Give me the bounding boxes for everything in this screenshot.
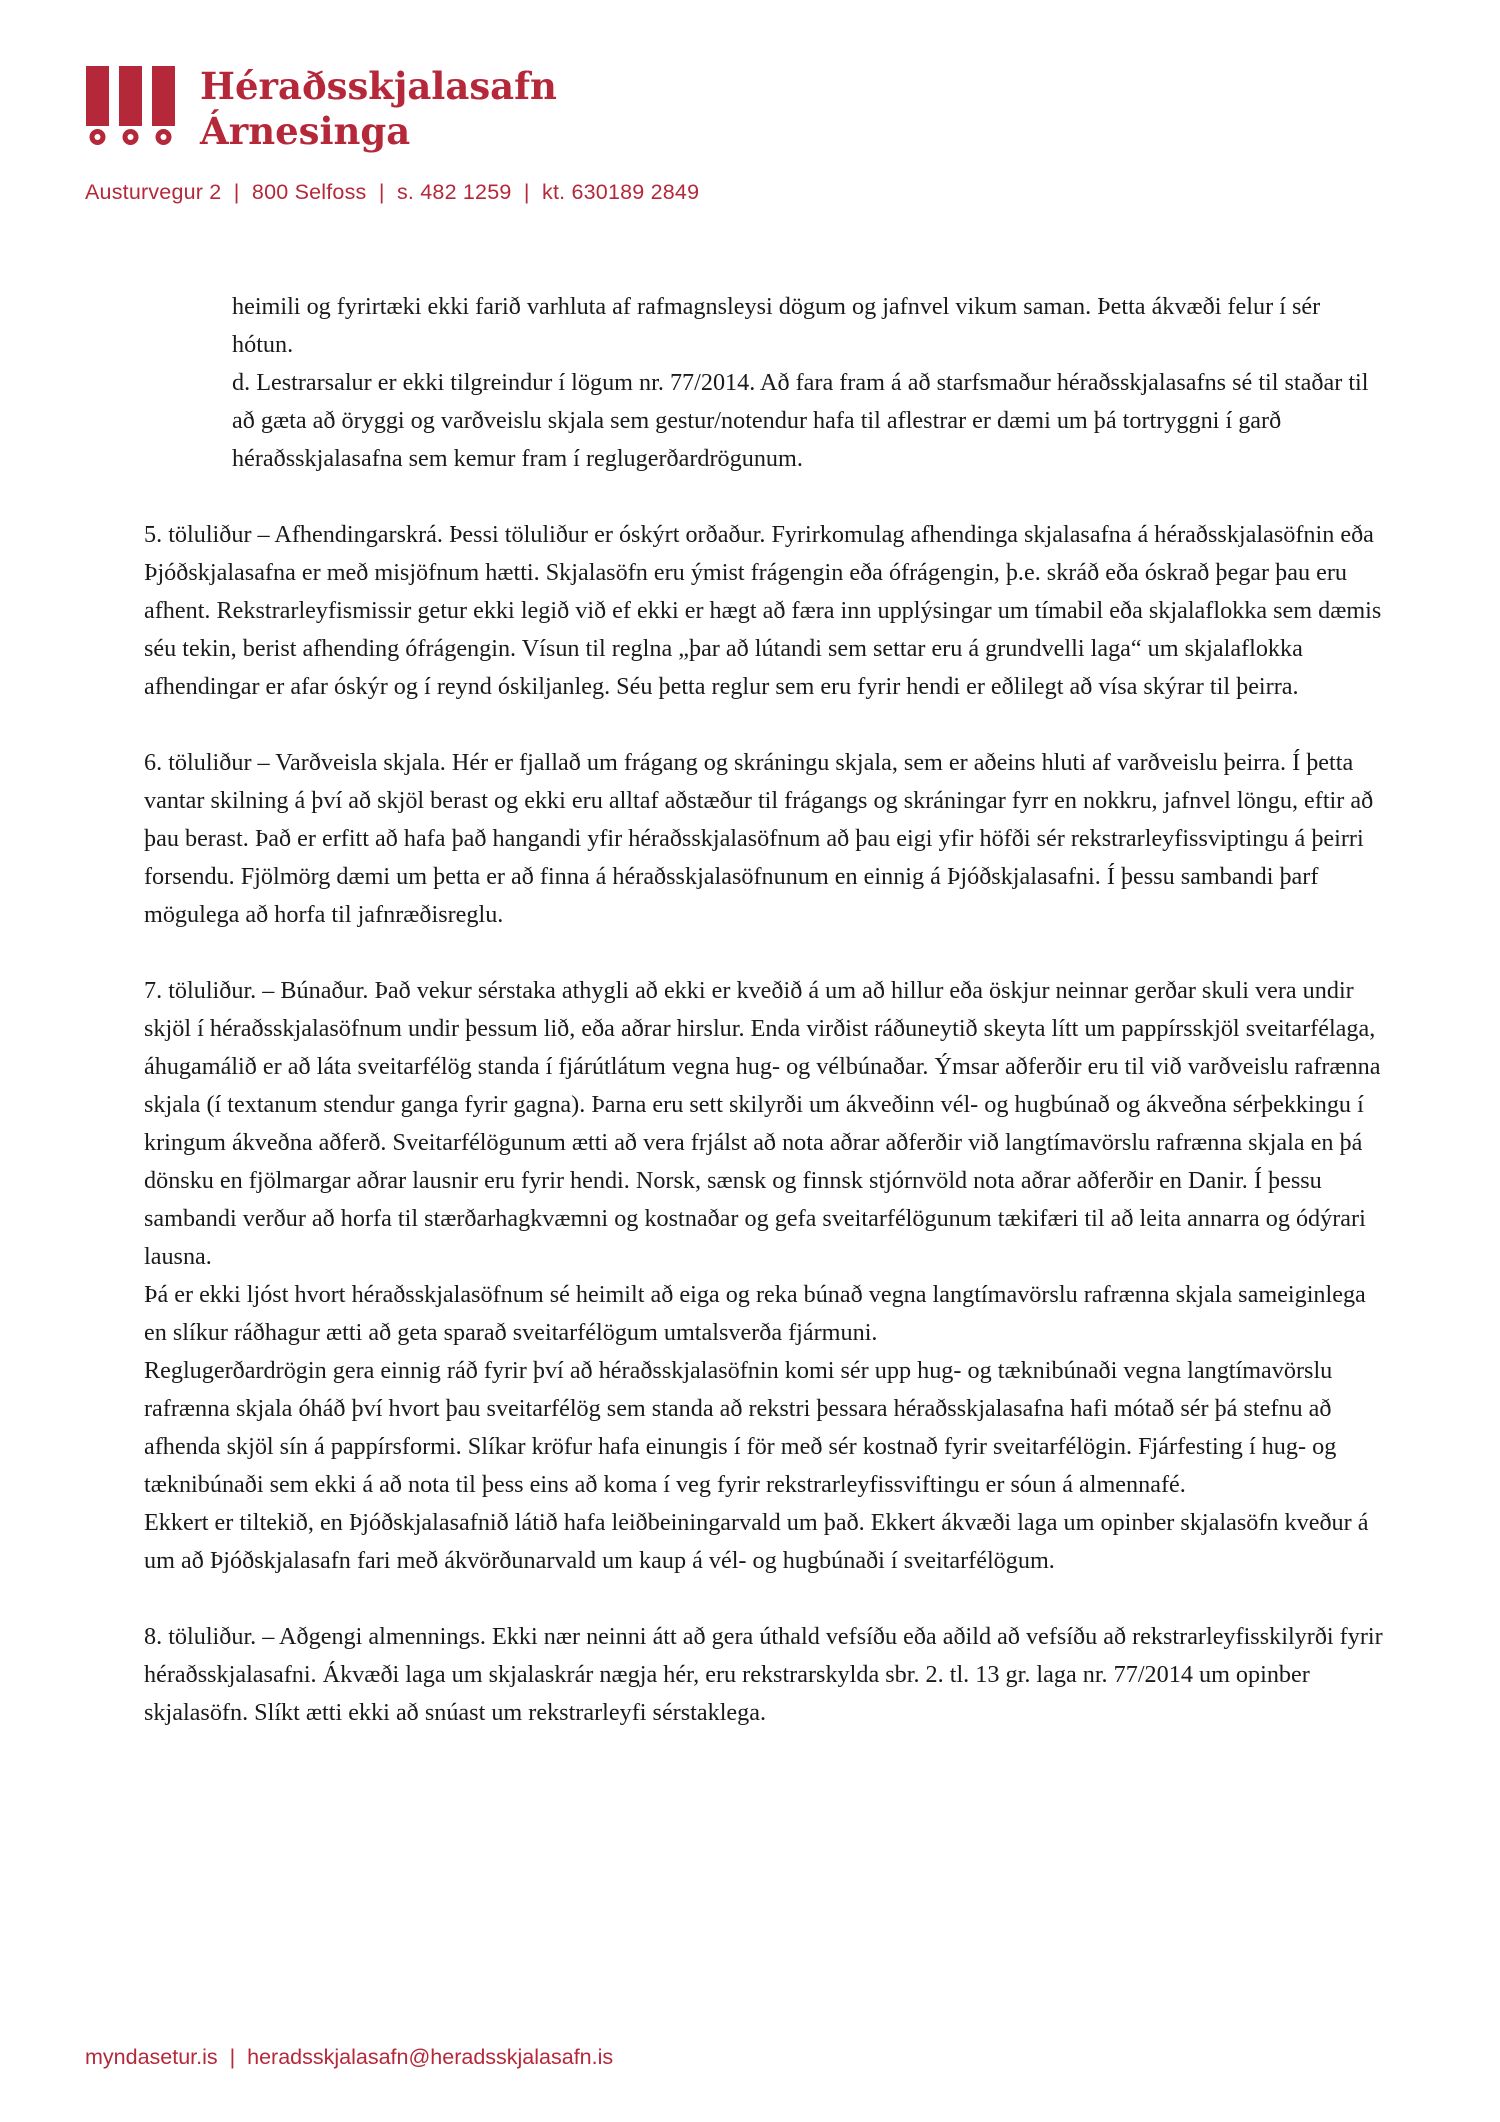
paragraph-section-6: 6. töluliður – Varðveisla skjala. Hér er fjallað um frágang og skráningu skjala, sem er aðeins hluti af varðveislu þeirra. Í þetta vantar skilning á því að skjöl berast og ekki eru alltaf aðstæður til frágangs og skráningar fyrr en nokkru, jafnvel löngu, eftir að þau berast. Það er erfitt að hafa það hangandi yfir héraðsskjalasöfnum að þau eigi yfir höfði sér rekstrarleyfissviptingu á þeirri forsendu. Fjölmörg dæmi um þetta er að finna á héraðsskjalasöfnunum en einnig á Þjóðskjalasafni. Í þessu sambandi þarf mögulega að horfa til jafnræðisreglu. — [144, 749, 1374, 928]
organization-name-line1: Héraðsskjalasafn — [200, 64, 557, 108]
letterhead-contact-line: Austurvegur 2 | 800 Selfoss | s. 482 1259 | kt. 630189 2849 — [85, 180, 700, 204]
paragraph-section-7-c: Reglugerðardrögin gera einnig ráð fyrir því að héraðsskjalasöfnin komi sér upp hug- og tæknibúnaði vegna langtímavörslu rafrænna skjala óháð því hvort þau sveitarfélög sem standa að rekstri þessara héraðsskjalasafna hafi mótað sér þá stefnu að afhenda skjöl sín á pappírsformi. Slíkar kröfur hafa einungis í för með sér kostnað fyrir sveitarfélögin. Fjárfesting í hug- og tæknibúnaði sem ekki á að nota til þess eins að koma í veg fyrir rekstrarleyfissviftingu er sóun á almennafé. — [144, 1357, 1337, 1498]
paragraph-section-5: 5. töluliður – Afhendingarskrá. Þessi töluliður er óskýrt orðaður. Fyrirkomulag afhendinga skjalasafna á héraðsskjalasöfnin eða Þjóðskjalasafna er með misjöfnum hætti. Skjalasöfn eru ýmist frágengin eða ófrágengin, þ.e. skráð eða óskrað þegar þau eru afhent. Rekstrarleyfismissir getur ekki legið við ef ekki er hægt að færa inn upplýsingar um tímabil eða skjalaflokka sem dæmis séu tekin, berist afhending ófrágengin. Vísun til reglna „þar að lútandi sem settar eru á grundvelli laga“ um skjalaflokka afhendingar er afar óskýr og í reynd óskiljanleg. Séu þetta reglur sem eru fyrir hendi er eðlilegt að vísa skýrar til þeirra. — [144, 521, 1382, 700]
archive-logo-icon — [86, 66, 182, 148]
organization-name — [200, 64, 557, 154]
paragraph-continuation: heimili og fyrirtæki ekki farið varhluta af rafmagnsleysi dögum og jafnvel vikum saman. Þetta ákvæði felur í sér hótun. — [232, 293, 1321, 358]
paragraph-section-7-b: Þá er ekki ljóst hvort héraðsskjalasöfnum sé heimilt að eiga og reka búnað vegna langtímavörslu rafrænna skjala sameiginlega en slíkur ráðhagur ætti að geta sparað sveitarfélögum umtalsverða fjármuni. — [144, 1281, 1366, 1346]
paragraph-item-d: d. Lestrarsalur er ekki tilgreindur í lögum nr. 77/2014. Að fara fram á að starfsmaður héraðsskjalasafns sé til staðar til að gæta að öryggi og varðveislu skjala sem gestur/notendur hafa til aflestrar er dæmi um þá tortryggni í garð héraðsskjalasafna sem kemur fram í reglugerðardrögunum. — [232, 369, 1369, 472]
paragraph-section-7-d: Ekkert er tiltekið, en Þjóðskjalasafnið látið hafa leiðbeiningarvald um það. Ekkert ákvæði laga um opinber skjalasöfn kveður á um að Þjóðskjalasafn fari með ákvörðunarvald um kaup á vél- og hugbúnaði í sveitarfélögum. — [144, 1509, 1369, 1574]
document-body — [144, 288, 1384, 1732]
paragraph-section-8: 8. töluliður. – Aðgengi almennings. Ekki nær neinni átt að gera úthald vefsíðu eða aðild að vefsíðu að rekstrarleyfisskilyrði fyrir héraðsskjalasafni. Ákvæði laga um skjalaskrár nægja hér, eru rekstrarskylda sbr. 2. tl. 13 gr. laga nr. 77/2014 um opinber skjalasöfn. Slíkt ætti ekki að snúast um rekstrarleyfi sérstaklega. — [144, 1623, 1383, 1726]
paragraph-section-7: 7. töluliður. – Búnaður. Það vekur sérstaka athygli að ekki er kveðið á um að hillur eða öskjur neinnar gerðar skuli vera undir skjöl í héraðsskjalasöfnum undir þessum lið, eða aðrar hirslur. Enda virðist ráðuneytið skeyta lítt um pappírsskjöl sveitarfélaga, áhugamálið er að láta sveitarfélög standa í fjárútlátum vegna hug- og vélbúnaðar. Ýmsar aðferðir eru til við varðveislu rafrænna skjala (í textanum stendur ganga fyrir gagna). Þarna eru sett skilyrði um ákveðinn vél- og hugbúnað og ákveðna sérþekkingu í kringum ákveðna aðferð. Sveitarfélögunum ætti að vera frjálst að nota aðrar aðferðir við langtímavörslu rafrænna skjala en þá dönsku en fjölmargar aðrar lausnir eru fyrir hendi. Norsk, sænsk og finnsk stjórnvöld nota aðrar aðferðir en Danir. Í þessu sambandi verður að horfa til stærðarhagkvæmni og kostnaðar og gefa sveitarfélögunum tækifæri til að leita annarra og ódýrari lausna. — [144, 977, 1381, 1270]
footer-contact-line: myndasetur.is | heradsskjalasafn@heradsskjalasafn.is — [85, 2045, 614, 2069]
organization-name-line2: Árnesinga — [200, 109, 411, 153]
